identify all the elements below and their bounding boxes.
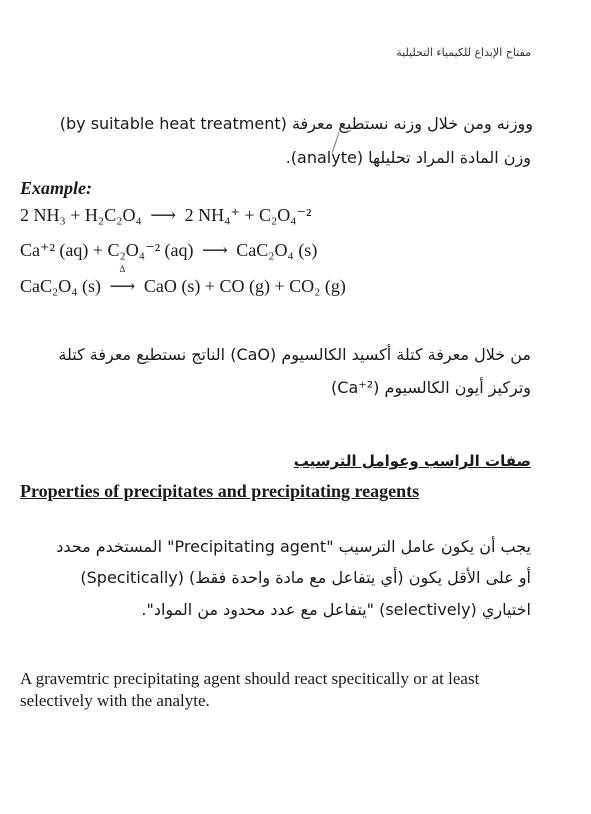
- reaction-arrow-icon: ⟶: [201, 240, 228, 260]
- heat-arrow-icon: Δ ⟶: [109, 264, 136, 296]
- equation-3: [20, 264, 346, 297]
- mass-line-2: وتركيز أيون الكالسيوم (Ca⁺²): [331, 378, 531, 397]
- mass-line-1: من خلال معرفة كتلة أكسيد الكالسيوم (CaO) الناتج نستطيع معرفة كتلة: [58, 345, 531, 364]
- equation-1-right: 2 NH₄⁺ + C₂O₄⁻²: [184, 205, 312, 225]
- intro-line-2: وزن المادة المراد تحليلها (analyte).: [285, 148, 531, 167]
- agent-line-2: (Specitically) (أي يتفاعل مع مادة واحدة فقط) أو على الأقل يكون: [80, 568, 531, 587]
- equation-2-right: CaC₂O₄ (s): [236, 240, 318, 260]
- equation-1: [20, 205, 311, 226]
- english-paragraph: A gravemtric precipitating agent should react specitically or at least selectively with the analyte.: [20, 669, 480, 711]
- section-title-english: Properties of precipitates and precipitating reagents: [20, 481, 420, 501]
- equation-1-left: 2 NH₃ + H₂C₂O₄: [20, 205, 142, 225]
- example-label: Example:: [20, 178, 92, 198]
- section-title-arabic: صفات الراسب وعوامل الترسيب: [293, 452, 531, 470]
- equation-2-left: Ca⁺² (aq) + C₂O₄⁻² (aq): [20, 240, 194, 260]
- intro-line-1: ووزنه ومن خلال وزنه نستطيع معرفة (by suitable heat treatment): [59, 114, 533, 133]
- equation-3-right: CaO (s) + CO (g) + CO₂ (g): [143, 276, 346, 296]
- agent-line-3: اختياري (selectively) "يتفاعل مع عدد محدود من المواد".: [141, 600, 531, 619]
- heat-delta-label: Δ: [119, 264, 126, 274]
- page-header: مفتاح الإبداع للكيمياء التحليلية: [396, 46, 531, 59]
- equation-3-left: CaC₂O₄ (s): [20, 276, 102, 296]
- reaction-arrow-icon: ⟶: [150, 205, 177, 225]
- agent-line-1: يجب أن يكون عامل الترسيب "Precipitating agent" المستخدم محدد: [56, 537, 531, 556]
- equation-2: [20, 240, 317, 261]
